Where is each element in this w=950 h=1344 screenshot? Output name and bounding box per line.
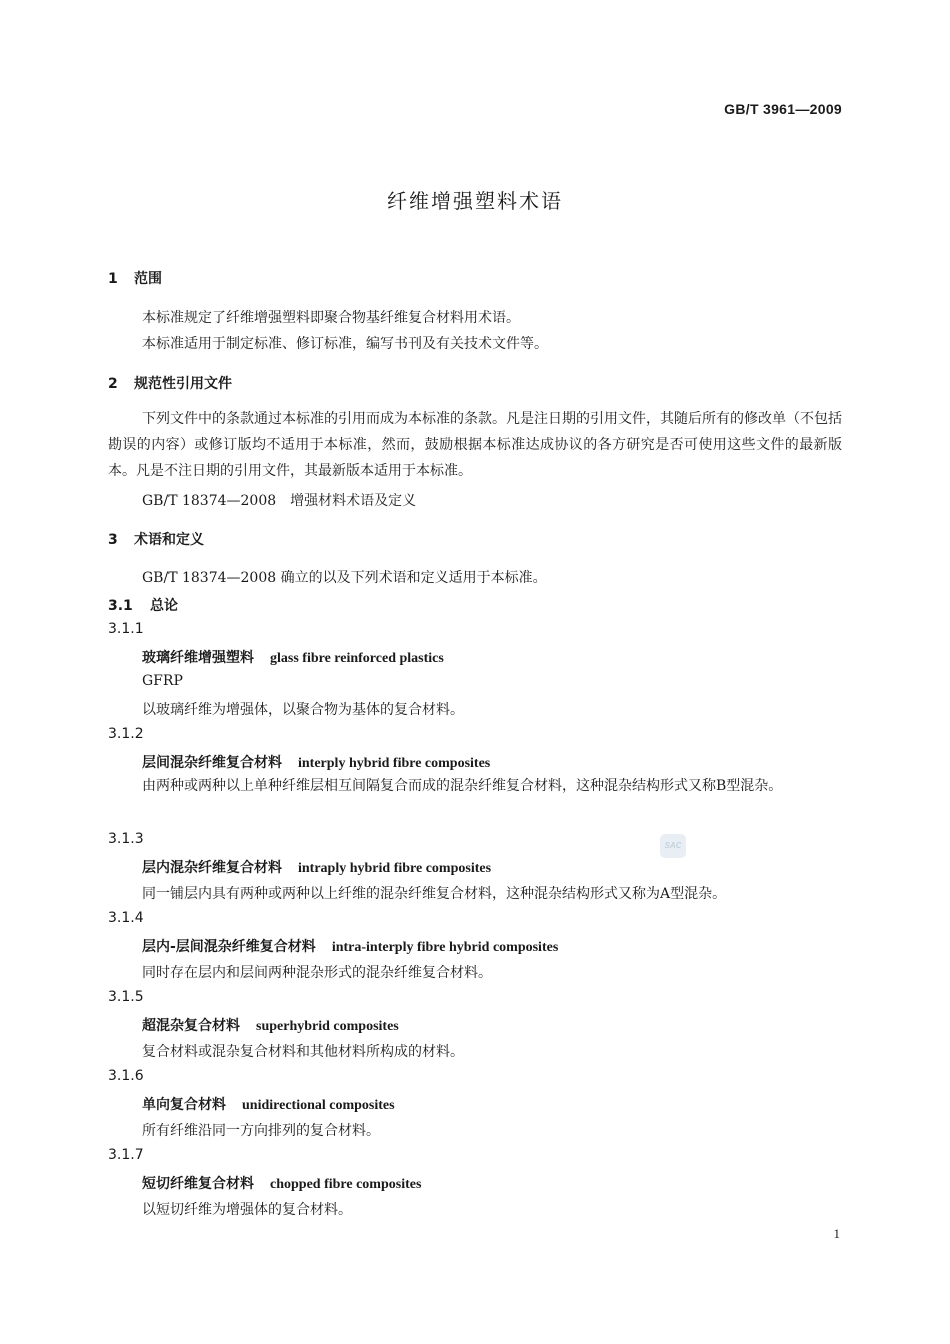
term-heading: [142, 1173, 421, 1193]
standard-code: GB/T 3961—2009: [724, 101, 842, 117]
term-definition: 以短切纤维为增强体的复合材料。: [142, 1202, 352, 1218]
term-heading: [142, 1094, 395, 1114]
section-number: 3: [108, 532, 118, 548]
term-number: 3.1.1: [108, 621, 144, 637]
subsection-title: 总论: [150, 598, 178, 614]
term-number: 3.1.6: [108, 1068, 144, 1084]
term-chinese: 短切纤维复合材料: [142, 1176, 254, 1192]
term-chinese: 层内混杂纤维复合材料: [142, 860, 282, 876]
term-english: intraply hybrid fibre composites: [298, 861, 492, 876]
term-heading: [142, 1015, 399, 1035]
term-heading: [142, 936, 558, 956]
section-number: 1: [108, 271, 118, 287]
term-definition: 同时存在层内和层间两种混杂形式的混杂纤维复合材料。: [142, 965, 492, 981]
section-title: 规范性引用文件: [134, 376, 232, 392]
term-definition: 复合材料或混杂复合材料和其他材料所构成的材料。: [142, 1044, 464, 1060]
term-english: unidirectional composites: [242, 1098, 395, 1113]
paragraph: 下列文件中的条款通过本标准的引用而成为本标准的条款。凡是注日期的引用文件，其随后所有的修改单（不包括勘误的内容）或修订版均不适用于本标准，然而，鼓励根据本标准达成协议的各方研究是否可使用这些文件的最新版本。凡是不注日期的引用文件，其最新版本适用于本标准。: [108, 411, 842, 479]
term-chinese: 层间混杂纤维复合材料: [142, 755, 282, 771]
term-heading: [142, 752, 490, 772]
term-chinese: 单向复合材料: [142, 1097, 226, 1113]
document-title: 纤维增强塑料术语: [387, 189, 563, 213]
section-1-heading: [108, 268, 162, 288]
term-english: chopped fibre composites: [270, 1177, 422, 1192]
term-definition: 同一铺层内具有两种或两种以上纤维的混杂纤维复合材料，这种混杂结构形式又称为A型混杂。: [142, 886, 727, 902]
term-english: interply hybrid fibre composites: [298, 756, 491, 771]
term-english: glass fibre reinforced plastics: [270, 651, 444, 666]
term-heading: [142, 857, 491, 877]
paragraph: 本标准适用于制定标准、修订标准，编写书刊及有关技术文件等。: [142, 336, 548, 352]
term-number: 3.1.5: [108, 989, 144, 1005]
term-number: 3.1.3: [108, 831, 144, 847]
sac-watermark-icon: SAC: [660, 834, 686, 858]
term-chinese: 超混杂复合材料: [142, 1018, 240, 1034]
term-number: 3.1.2: [108, 726, 144, 742]
term-chinese: 玻璃纤维增强塑料: [142, 650, 254, 666]
term-chinese: 层内-层间混杂纤维复合材料: [142, 939, 316, 955]
subsection-heading: [108, 595, 178, 615]
section-title: 术语和定义: [134, 532, 204, 548]
paragraph: GB/T 18374—2008 确立的以及下列术语和定义适用于本标准。: [142, 570, 547, 586]
section-number: 2: [108, 376, 118, 392]
section-3-heading: [108, 529, 204, 549]
term-number: 3.1.7: [108, 1147, 144, 1163]
term-english: superhybrid composites: [256, 1019, 399, 1034]
term-heading: [142, 647, 444, 667]
normative-reference: GB/T 18374—2008 增强材料术语及定义: [142, 493, 417, 509]
term-definition: 所有纤维沿同一方向排列的复合材料。: [142, 1123, 380, 1139]
term-definition: 以玻璃纤维为增强体，以聚合物为基体的复合材料。: [142, 702, 464, 718]
page-number: 1: [833, 1226, 840, 1241]
term-definition: 由两种或两种以上单种纤维层相互间隔复合而成的混杂纤维复合材料，这种混杂结构形式又称B型混杂。: [142, 778, 783, 794]
paragraph: 本标准规定了纤维增强塑料即聚合物基纤维复合材料用术语。: [142, 310, 520, 326]
term-abbreviation: GFRP: [142, 673, 183, 689]
section-2-heading: [108, 373, 232, 393]
section-title: 范围: [134, 271, 162, 287]
subsection-number: 3.1: [108, 598, 133, 614]
term-english: intra-interply fibre hybrid composites: [331, 940, 559, 955]
term-number: 3.1.4: [108, 910, 144, 926]
